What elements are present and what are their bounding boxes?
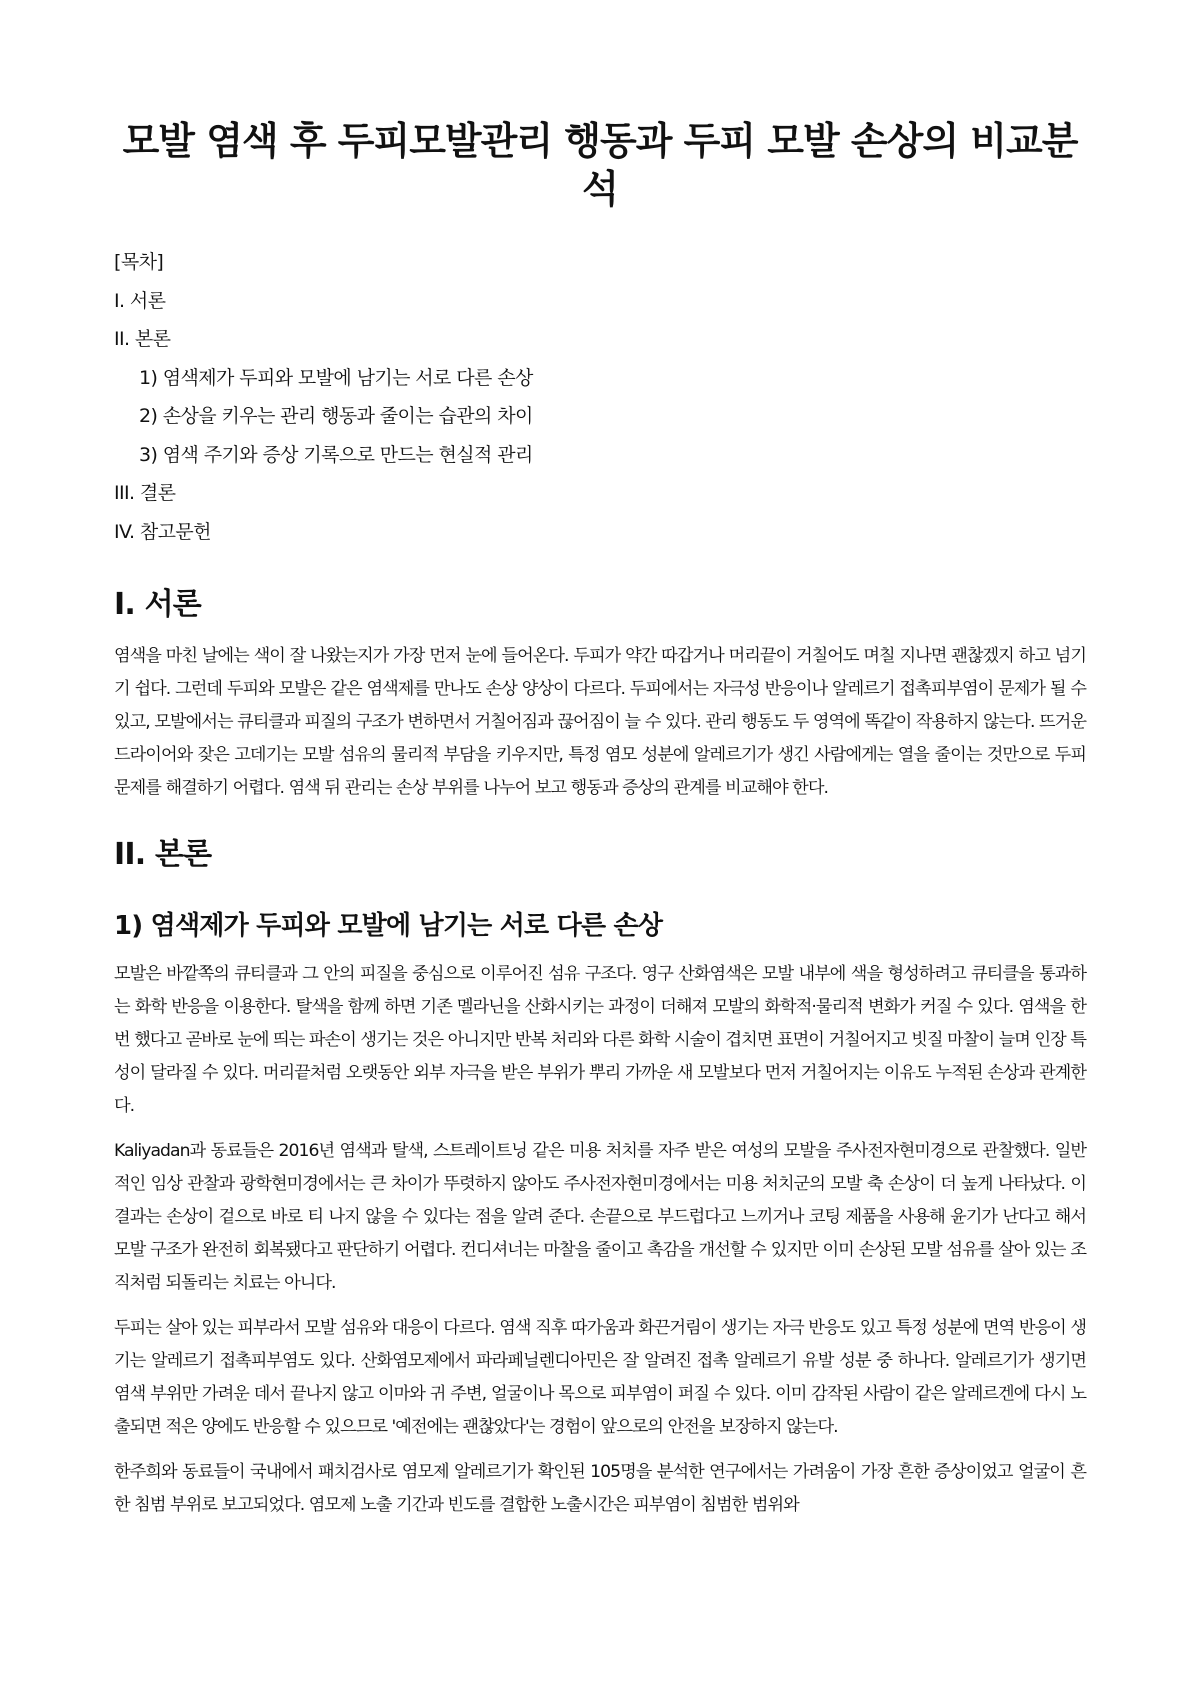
section-intro — [114, 585, 1086, 805]
toc-item-body-2[interactable]: 2) 손상을 키우는 관리 행동과 줄이는 습관의 차이 — [139, 405, 533, 427]
section-body — [114, 835, 1086, 1522]
body-paragraph: 한주희와 동료들이 국내에서 패치검사로 염모제 알레르기가 확인된 105명을 분석한 연구에서는 가려움이 가장 흔한 증상이었고 얼굴이 흔한 침범 부위로 보고되었다. 염모제 노출 기간과 빈도를 결합한 노출시간은 피부염이 침범한 범위와 — [114, 1461, 1086, 1515]
toc-item-intro[interactable]: I. 서론 — [114, 289, 166, 312]
section-heading-intro: I. 서론 — [114, 587, 201, 622]
toc-item-references[interactable]: IV. 참고문헌 — [114, 520, 211, 543]
body-paragraph: Kaliyadan과 동료들은 2016년 염색과 탈색, 스트레이트닝 같은 미용 처치를 자주 받은 여성의 모발을 주사전자현미경으로 관찰했다. 일반적인 임상 관찰과 광학현미경에서는 큰 차이가 뚜렷하지 않아도 주사전자현미경에서는 미용 처치군의 모발 축 손상이 더 높게 나타났다. 이 결과는 손상이 겉으로 바로 티 나지 않을 수 있다는 점을 알려 준다. 손끝으로 부드럽다고 느끼거나 코팅 제품을 사용해 윤기가 난다고 해서 모발 구조가 완전히 회복됐다고 판단하기 어렵다. 컨디셔너는 마찰을 줄이고 촉감을 개선할 수 있지만 이미 손상된 모발 섬유를 살아 있는 조직처럼 되돌리는 치료는 아니다. — [114, 1140, 1086, 1293]
toc-heading: [목차] — [114, 251, 164, 273]
intro-paragraph: 염색을 마친 날에는 색이 잘 나왔는지가 가장 먼저 눈에 들어온다. 두피가 약간 따갑거나 머리끝이 거칠어도 며칠 지나면 괜찮겠지 하고 넘기기 쉽다. 그런데 두피와 모발은 같은 염색제를 만나도 손상 양상이 다르다. 두피에서는 자극성 반응이나 알레르기 접촉피부염이 문제가 될 수 있고, 모발에서는 큐티클과 피질의 구조가 변하면서 거칠어짐과 끊어짐이 늘 수 있다. 관리 행동도 두 영역에 똑같이 작용하지 않는다. 뜨거운 드라이어와 잦은 고데기는 모발 섬유의 물리적 부담을 키우지만, 특정 염모 성분에 알레르기가 생긴 사람에게는 열을 줄이는 것만으로 두피 문제를 해결하기 어렵다. 염색 뒤 관리는 손상 부위를 나누어 보고 행동과 증상의 관계를 비교해야 한다. — [114, 646, 1086, 798]
body-paragraph: 두피는 살아 있는 피부라서 모발 섬유와 대응이 다르다. 염색 직후 따가움과 화끈거림이 생기는 자극 반응도 있고 특정 성분에 면역 반응이 생기는 알레르기 접촉피부염도 있다. 산화염모제에서 파라페닐렌디아민은 잘 알려진 접촉 알레르기 유발 성분 중 하나다. 알레르기가 생기면 염색 부위만 가려운 데서 끝나지 않고 이마와 귀 주변, 얼굴이나 목으로 피부염이 퍼질 수 있다. 이미 감작된 사람이 같은 알레르겐에 다시 노출되면 적은 양에도 반응할 수 있으므로 '예전에는 괜찮았다'는 경험이 앞으로의 안전을 보장하지 않는다. — [114, 1317, 1086, 1437]
table-of-contents — [114, 243, 1086, 551]
subsection-1 — [114, 910, 1086, 1522]
toc-item-body-3[interactable]: 3) 염색 주기와 증상 기록으로 만드는 현실적 관리 — [139, 443, 533, 466]
document-title: 모발 염색 후 두피모발관리 행동과 두피 모발 손상의 비교분석 — [122, 119, 1078, 211]
body-paragraph: 모발은 바깥쪽의 큐티클과 그 안의 피질을 중심으로 이루어진 섬유 구조다. 영구 산화염색은 모발 내부에 색을 형성하려고 큐티클을 통과하는 화학 반응을 이용한다. 탈색을 함께 하면 기존 멜라닌을 산화시키는 과정이 더해져 모발의 화학적·물리적 변화가 커질 수 있다. 염색을 한 번 했다고 곧바로 눈에 띄는 파손이 생기는 것은 아니지만 반복 처리와 다른 화학 시술이 겹치면 표면이 거칠어지고 빗질 마찰이 늘며 인장 특성이 달라질 수 있다. 머리끝처럼 오랫동안 외부 자극을 받은 부위가 뿌리 가까운 새 모발보다 먼저 거칠어지는 이유도 누적된 손상과 관계한다. — [114, 963, 1086, 1116]
toc-item-body[interactable]: II. 본론 — [114, 328, 171, 350]
toc-item-body-1[interactable]: 1) 염색제가 두피와 모발에 남기는 서로 다른 손상 — [139, 366, 533, 389]
toc-item-conclusion[interactable]: III. 결론 — [114, 482, 176, 504]
section-heading-body: II. 본론 — [114, 837, 212, 872]
subsection-heading-1: 1) 염색제가 두피와 모발에 남기는 서로 다른 손상 — [114, 911, 663, 941]
